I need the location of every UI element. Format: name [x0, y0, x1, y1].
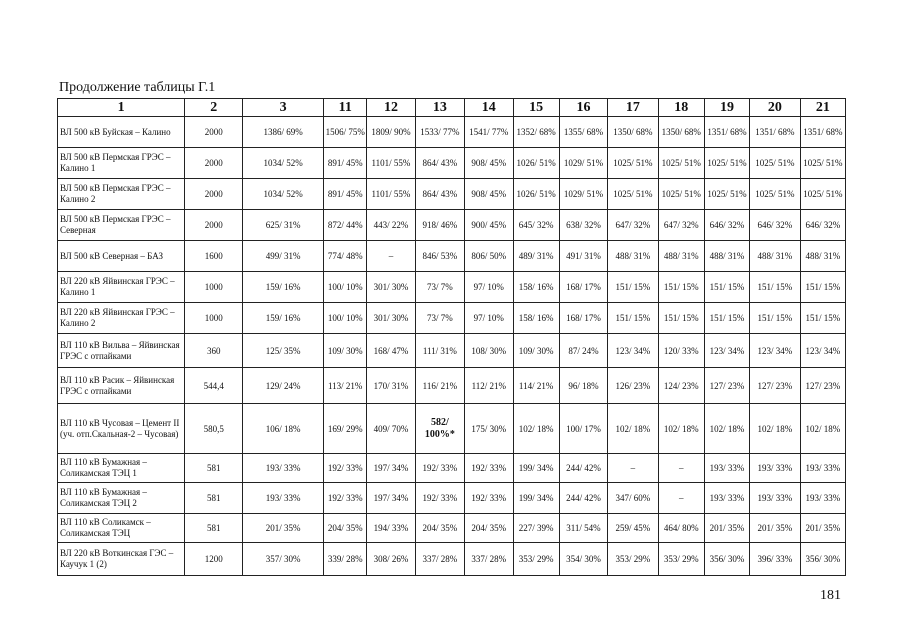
column-header: 3 — [243, 99, 324, 117]
table-cell: 646/ 32% — [704, 210, 749, 241]
table-cell: 97/ 10% — [465, 303, 513, 334]
table-cell: 201/ 35% — [750, 514, 800, 543]
table-cell: 645/ 32% — [513, 210, 559, 241]
table-body — [58, 117, 846, 576]
table-cell: 646/ 32% — [750, 210, 800, 241]
table-cell: 259/ 45% — [608, 514, 658, 543]
table-cell: 102/ 18% — [608, 404, 658, 454]
table-cell: 123/ 34% — [704, 334, 749, 368]
line-name-cell: ВЛ 220 кВ Яйвинская ГРЭС – Калино 2 — [58, 303, 185, 334]
table-cell: 647/ 32% — [658, 210, 704, 241]
column-header: 11 — [324, 99, 367, 117]
line-name-cell: ВЛ 500 кВ Пермская ГРЭС – Калино 2 — [58, 179, 185, 210]
table-cell: 908/ 45% — [465, 179, 513, 210]
table-cell: 581 — [185, 483, 243, 514]
table-cell: 193/ 33% — [800, 454, 845, 483]
table-cell: 581 — [185, 454, 243, 483]
line-name-cell: ВЛ 110 кВ Бумажная – Соликамская ТЭЦ 2 — [58, 483, 185, 514]
table-cell: 244/ 42% — [559, 454, 607, 483]
line-name-cell: ВЛ 110 кВ Бумажная – Соликамская ТЭЦ 1 — [58, 454, 185, 483]
table-cell: 1000 — [185, 272, 243, 303]
table-cell: 197/ 34% — [367, 483, 415, 514]
table-cell: 175/ 30% — [465, 404, 513, 454]
table-cell: 1026/ 51% — [513, 148, 559, 179]
table-cell: 193/ 33% — [800, 483, 845, 514]
table-cell: 891/ 45% — [324, 148, 367, 179]
table-cell: 170/ 31% — [367, 368, 415, 404]
table-cell: 168/ 17% — [559, 272, 607, 303]
table-cell: 1034/ 52% — [243, 179, 324, 210]
table-cell: 396/ 33% — [750, 543, 800, 576]
table-cell: 488/ 31% — [750, 241, 800, 272]
table-cell: 353/ 29% — [658, 543, 704, 576]
table-row — [58, 404, 846, 454]
table-cell: 193/ 33% — [750, 454, 800, 483]
table-cell: 96/ 18% — [559, 368, 607, 404]
column-header: 12 — [367, 99, 415, 117]
line-name-cell: ВЛ 500 кВ Северная – БАЗ — [58, 241, 185, 272]
table-cell: 353/ 29% — [608, 543, 658, 576]
column-header: 21 — [800, 99, 845, 117]
table-cell: 102/ 18% — [750, 404, 800, 454]
table-cell: 625/ 31% — [243, 210, 324, 241]
table-cell: 409/ 70% — [367, 404, 415, 454]
table-cell: 301/ 30% — [367, 272, 415, 303]
table-cell: 199/ 34% — [513, 483, 559, 514]
table-cell: 123/ 34% — [800, 334, 845, 368]
table-cell: 109/ 30% — [324, 334, 367, 368]
column-header: 18 — [658, 99, 704, 117]
table-cell: 193/ 33% — [243, 454, 324, 483]
table-cell: 124/ 23% — [658, 368, 704, 404]
table-cell: 204/ 35% — [324, 514, 367, 543]
table-cell: 125/ 35% — [243, 334, 324, 368]
column-header: 16 — [559, 99, 607, 117]
table-cell: 2000 — [185, 148, 243, 179]
table-cell: 1101/ 55% — [367, 148, 415, 179]
table-cell: 1025/ 51% — [658, 148, 704, 179]
table-cell: 151/ 15% — [750, 272, 800, 303]
table-cell: 1034/ 52% — [243, 148, 324, 179]
table-cell: 87/ 24% — [559, 334, 607, 368]
table-cell: – — [658, 454, 704, 483]
table-cell: 353/ 29% — [513, 543, 559, 576]
header-row — [58, 99, 846, 117]
table-cell: 1025/ 51% — [658, 179, 704, 210]
table-cell: 1000 — [185, 303, 243, 334]
table-row — [58, 179, 846, 210]
table-cell: 168/ 17% — [559, 303, 607, 334]
table-cell: 2000 — [185, 210, 243, 241]
table-cell: 151/ 15% — [750, 303, 800, 334]
table-cell: 491/ 31% — [559, 241, 607, 272]
table-cell: 488/ 31% — [800, 241, 845, 272]
table-cell: 199/ 34% — [513, 454, 559, 483]
table-cell: 127/ 23% — [750, 368, 800, 404]
table-cell: 1350/ 68% — [658, 117, 704, 148]
table-cell: 337/ 28% — [415, 543, 464, 576]
table-cell: 1351/ 68% — [750, 117, 800, 148]
table-cell: 120/ 33% — [658, 334, 704, 368]
table-row — [58, 368, 846, 404]
table-cell: 193/ 33% — [704, 454, 749, 483]
table-cell: 488/ 31% — [704, 241, 749, 272]
line-name-cell: ВЛ 500 кВ Пермская ГРЭС – Калино 1 — [58, 148, 185, 179]
line-name-cell: ВЛ 110 кВ Соликамск – Соликамская ТЭЦ — [58, 514, 185, 543]
line-name-cell: ВЛ 220 кВ Яйвинская ГРЭС – Калино 1 — [58, 272, 185, 303]
table-cell: 1025/ 51% — [750, 179, 800, 210]
table-cell: 158/ 16% — [513, 303, 559, 334]
table-cell: 192/ 33% — [324, 483, 367, 514]
table-cell: 113/ 21% — [324, 368, 367, 404]
table-cell: 201/ 35% — [704, 514, 749, 543]
table-cell: 1600 — [185, 241, 243, 272]
column-header: 14 — [465, 99, 513, 117]
table-cell: 1541/ 77% — [465, 117, 513, 148]
table-cell: 908/ 45% — [465, 148, 513, 179]
table-cell: 872/ 44% — [324, 210, 367, 241]
table-cell: 168/ 47% — [367, 334, 415, 368]
table-cell: 127/ 23% — [800, 368, 845, 404]
table-cell: 488/ 31% — [608, 241, 658, 272]
table-row — [58, 543, 846, 576]
column-header: 2 — [185, 99, 243, 117]
table-cell: 151/ 15% — [608, 303, 658, 334]
table-cell: 169/ 29% — [324, 404, 367, 454]
table-cell: 102/ 18% — [800, 404, 845, 454]
table-cell: 339/ 28% — [324, 543, 367, 576]
data-table — [57, 98, 846, 576]
table-cell: 1029/ 51% — [559, 179, 607, 210]
table-cell: 1350/ 68% — [608, 117, 658, 148]
table-cell: 582/ 100%* — [415, 404, 464, 454]
table-cell: 1025/ 51% — [608, 148, 658, 179]
table-cell: – — [608, 454, 658, 483]
table-cell: 1025/ 51% — [608, 179, 658, 210]
table-cell: 123/ 34% — [750, 334, 800, 368]
table-cell: 900/ 45% — [465, 210, 513, 241]
table-cell: 891/ 45% — [324, 179, 367, 210]
table-cell: 1025/ 51% — [704, 179, 749, 210]
table-cell: 1809/ 90% — [367, 117, 415, 148]
table-cell: 1026/ 51% — [513, 179, 559, 210]
table-cell: 301/ 30% — [367, 303, 415, 334]
table-cell: 1200 — [185, 543, 243, 576]
column-header: 20 — [750, 99, 800, 117]
table-cell: 356/ 30% — [800, 543, 845, 576]
table-cell: 151/ 15% — [704, 303, 749, 334]
table-row — [58, 241, 846, 272]
table-cell: 114/ 21% — [513, 368, 559, 404]
column-header: 1 — [58, 99, 185, 117]
table-cell: 2000 — [185, 179, 243, 210]
table-cell: 489/ 31% — [513, 241, 559, 272]
table-cell: 1101/ 55% — [367, 179, 415, 210]
table-cell: – — [367, 241, 415, 272]
table-cell: 464/ 80% — [658, 514, 704, 543]
table-cell: 112/ 21% — [465, 368, 513, 404]
table-cell: 227/ 39% — [513, 514, 559, 543]
page-number: 181 — [820, 588, 841, 603]
table-cell: 151/ 15% — [800, 303, 845, 334]
table-cell: 308/ 26% — [367, 543, 415, 576]
table-cell: 116/ 21% — [415, 368, 464, 404]
table-cell: 73/ 7% — [415, 303, 464, 334]
table-cell: 1351/ 68% — [704, 117, 749, 148]
table-cell: 151/ 15% — [800, 272, 845, 303]
table-row — [58, 454, 846, 483]
table-cell: 123/ 34% — [608, 334, 658, 368]
table-row — [58, 334, 846, 368]
table-cell: 1355/ 68% — [559, 117, 607, 148]
table-cell: 106/ 18% — [243, 404, 324, 454]
table-cell: 111/ 31% — [415, 334, 464, 368]
line-name-cell: ВЛ 500 кВ Буйская – Калино — [58, 117, 185, 148]
table-cell: 864/ 43% — [415, 148, 464, 179]
table-cell: 1386/ 69% — [243, 117, 324, 148]
table-cell: 151/ 15% — [608, 272, 658, 303]
table-cell: 102/ 18% — [704, 404, 749, 454]
table-cell: 1025/ 51% — [704, 148, 749, 179]
line-name-cell: ВЛ 110 кВ Чусовая – Цемент II (уч. отп.Скальная-2 – Чусовая) — [58, 404, 185, 454]
table-cell: 544,4 — [185, 368, 243, 404]
table-row — [58, 117, 846, 148]
table-cell: 100/ 10% — [324, 303, 367, 334]
table-cell: 806/ 50% — [465, 241, 513, 272]
table-cell: 109/ 30% — [513, 334, 559, 368]
table-cell: 488/ 31% — [658, 241, 704, 272]
table-cell: 846/ 53% — [415, 241, 464, 272]
table-cell: 1025/ 51% — [750, 148, 800, 179]
table-cell: 100/ 10% — [324, 272, 367, 303]
table-cell: 918/ 46% — [415, 210, 464, 241]
table-cell: 337/ 28% — [465, 543, 513, 576]
column-header: 19 — [704, 99, 749, 117]
table-cell: 1533/ 77% — [415, 117, 464, 148]
table-cell: 1029/ 51% — [559, 148, 607, 179]
table-cell: 102/ 18% — [658, 404, 704, 454]
table-cell: 581 — [185, 514, 243, 543]
table-cell: 1351/ 68% — [800, 117, 845, 148]
line-name-cell: ВЛ 110 кВ Расик – Яйвинская ГРЭС с отпайками — [58, 368, 185, 404]
table-cell: 158/ 16% — [513, 272, 559, 303]
table-cell: 197/ 34% — [367, 454, 415, 483]
table-cell: 443/ 22% — [367, 210, 415, 241]
table-row — [58, 514, 846, 543]
table-cell: 647/ 32% — [608, 210, 658, 241]
table-cell: 159/ 16% — [243, 272, 324, 303]
table-cell: 192/ 33% — [465, 483, 513, 514]
table-cell: 201/ 35% — [800, 514, 845, 543]
table-cell: 1352/ 68% — [513, 117, 559, 148]
table-cell: 97/ 10% — [465, 272, 513, 303]
table-cell: 204/ 35% — [415, 514, 464, 543]
table-cell: 192/ 33% — [415, 454, 464, 483]
table-cell: 151/ 15% — [704, 272, 749, 303]
table-cell: 151/ 15% — [658, 303, 704, 334]
table-cell: 102/ 18% — [513, 404, 559, 454]
table-cell: 127/ 23% — [704, 368, 749, 404]
table-cell: 360 — [185, 334, 243, 368]
table-cell: 201/ 35% — [243, 514, 324, 543]
table-row — [58, 272, 846, 303]
table-cell: 159/ 16% — [243, 303, 324, 334]
column-header: 13 — [415, 99, 464, 117]
table-row — [58, 483, 846, 514]
table-cell: 126/ 23% — [608, 368, 658, 404]
table-cell: 100/ 17% — [559, 404, 607, 454]
table-cell: 151/ 15% — [658, 272, 704, 303]
line-name-cell: ВЛ 220 кВ Воткинская ГЭС – Каучук 1 (2) — [58, 543, 185, 576]
line-name-cell: ВЛ 110 кВ Вильва – Яйвинская ГРЭС с отпайками — [58, 334, 185, 368]
table-cell: 204/ 35% — [465, 514, 513, 543]
table-cell: 864/ 43% — [415, 179, 464, 210]
table-cell: 192/ 33% — [324, 454, 367, 483]
table-row — [58, 303, 846, 334]
table-cell: 108/ 30% — [465, 334, 513, 368]
table-cell: 646/ 32% — [800, 210, 845, 241]
table-row — [58, 148, 846, 179]
table-cell: 192/ 33% — [465, 454, 513, 483]
line-name-cell: ВЛ 500 кВ Пермская ГРЭС – Северная — [58, 210, 185, 241]
table-cell: 357/ 30% — [243, 543, 324, 576]
table-cell: 499/ 31% — [243, 241, 324, 272]
table-cell: 129/ 24% — [243, 368, 324, 404]
table-cell: 193/ 33% — [750, 483, 800, 514]
table-cell: 1506/ 75% — [324, 117, 367, 148]
column-header: 17 — [608, 99, 658, 117]
table-cell: 194/ 33% — [367, 514, 415, 543]
table-cell: 311/ 54% — [559, 514, 607, 543]
table-cell: 354/ 30% — [559, 543, 607, 576]
table-cell: 193/ 33% — [243, 483, 324, 514]
table-cell: 1025/ 51% — [800, 179, 845, 210]
table-row — [58, 210, 846, 241]
table-cell: 356/ 30% — [704, 543, 749, 576]
table-cell: 1025/ 51% — [800, 148, 845, 179]
table-cell: 2000 — [185, 117, 243, 148]
table-cell: 347/ 60% — [608, 483, 658, 514]
table-cell: 580,5 — [185, 404, 243, 454]
table-cell: 192/ 33% — [415, 483, 464, 514]
table-cell: 193/ 33% — [704, 483, 749, 514]
column-header: 15 — [513, 99, 559, 117]
table-cell: 244/ 42% — [559, 483, 607, 514]
table-cell: – — [658, 483, 704, 514]
table-caption: Продолжение таблицы Г.1 — [59, 80, 216, 95]
table-cell: 638/ 32% — [559, 210, 607, 241]
table-cell: 774/ 48% — [324, 241, 367, 272]
table-cell: 73/ 7% — [415, 272, 464, 303]
